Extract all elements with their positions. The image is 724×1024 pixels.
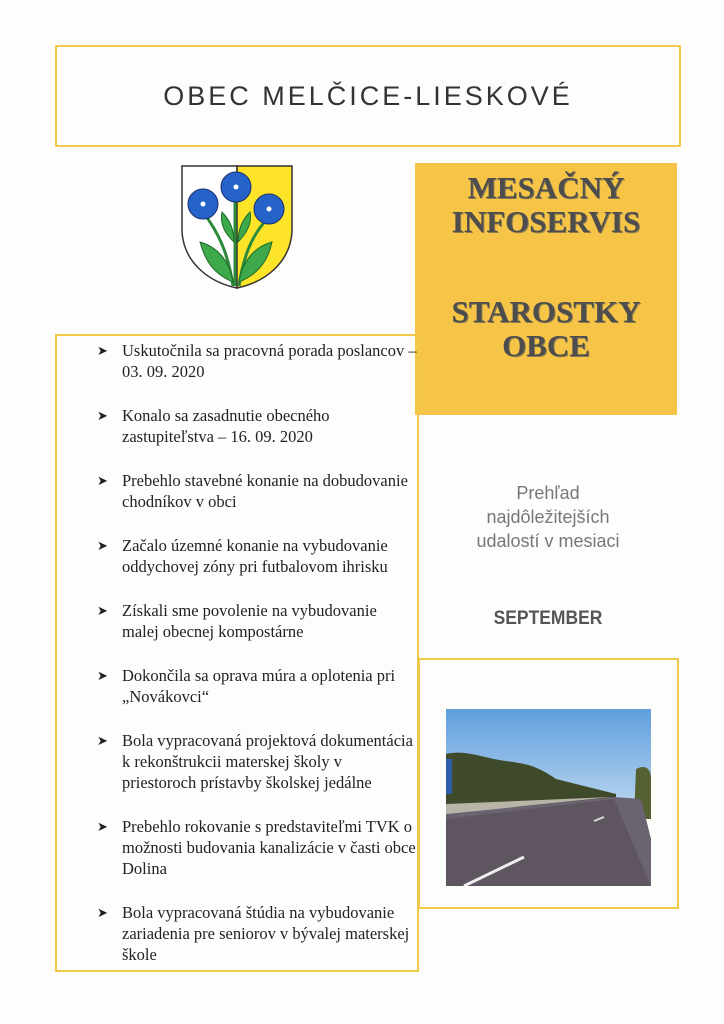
infoservis-banner (415, 163, 677, 415)
arrowhead-bullet-icon: ➤ (97, 819, 108, 834)
event-text: Uskutočnila sa pracovná porada poslancov – 03. 09. 2020 (122, 341, 417, 381)
event-text: Konalo sa zasadnutie obecného zastupiteľstva – 16. 09. 2020 (122, 406, 330, 446)
subtitle-line: najdôležitejších (486, 507, 610, 527)
event-text: Bola vypracovaná štúdia na vybudovanie zariadenia pre seniorov v bývalej materskej škole (122, 903, 410, 964)
arrowhead-bullet-icon: ➤ (97, 905, 108, 920)
arrowhead-bullet-icon: ➤ (97, 538, 108, 553)
subtitle-line: Prehľad (516, 483, 580, 503)
arrowhead-bullet-icon: ➤ (97, 603, 108, 618)
event-item (97, 730, 417, 793)
event-item (97, 470, 417, 512)
event-item (97, 902, 417, 965)
event-text: Prebehlo rokovanie s predstaviteľmi TVK o možnosti budovania kanalizácie v časti obce Dolina (122, 817, 416, 878)
title-box (55, 45, 681, 147)
events-list (97, 340, 417, 988)
event-text: Prebehlo stavebné konanie na dobudovanie chodníkov v obci (122, 471, 408, 511)
event-item (97, 405, 417, 447)
coat-of-arms-icon (178, 162, 296, 292)
banner-line: OBCE (502, 328, 590, 363)
event-item (97, 535, 417, 577)
banner-line: INFOSERVIS (451, 204, 641, 239)
banner-line: MESAČNÝ (467, 170, 625, 205)
arrowhead-bullet-icon: ➤ (97, 473, 108, 488)
page-title: OBEC MELČICE-LIESKOVÉ (163, 80, 573, 111)
arrowhead-bullet-icon: ➤ (97, 733, 108, 748)
event-text: Začalo územné konanie na vybudovanie oddychovej zóny pri futbalovom ihrisku (122, 536, 388, 576)
events-box (55, 334, 419, 972)
subtitle (419, 481, 677, 553)
month-label: SEPTEMBER (493, 608, 603, 629)
event-text: Získali sme povolenie na vybudovanie malej obecnej kompostárne (122, 601, 377, 641)
event-text: Bola vypracovaná projektová dokumentácia k rekonštrukcii materskej školy v priestoroch prístavby školskej jedálne (122, 731, 413, 792)
event-item (97, 665, 417, 707)
arrowhead-bullet-icon: ➤ (97, 408, 108, 423)
banner-line: STAROSTKY (451, 294, 641, 329)
arrowhead-bullet-icon: ➤ (97, 668, 108, 683)
event-item (97, 816, 417, 879)
subtitle-line: udalostí v mesiaci (476, 531, 620, 551)
event-item (97, 340, 417, 382)
road-photo (446, 709, 651, 886)
event-text: Dokončila sa oprava múra a oplotenia pri „Novákovci“ (122, 666, 396, 706)
event-item (97, 600, 417, 642)
arrowhead-bullet-icon: ➤ (97, 343, 108, 358)
